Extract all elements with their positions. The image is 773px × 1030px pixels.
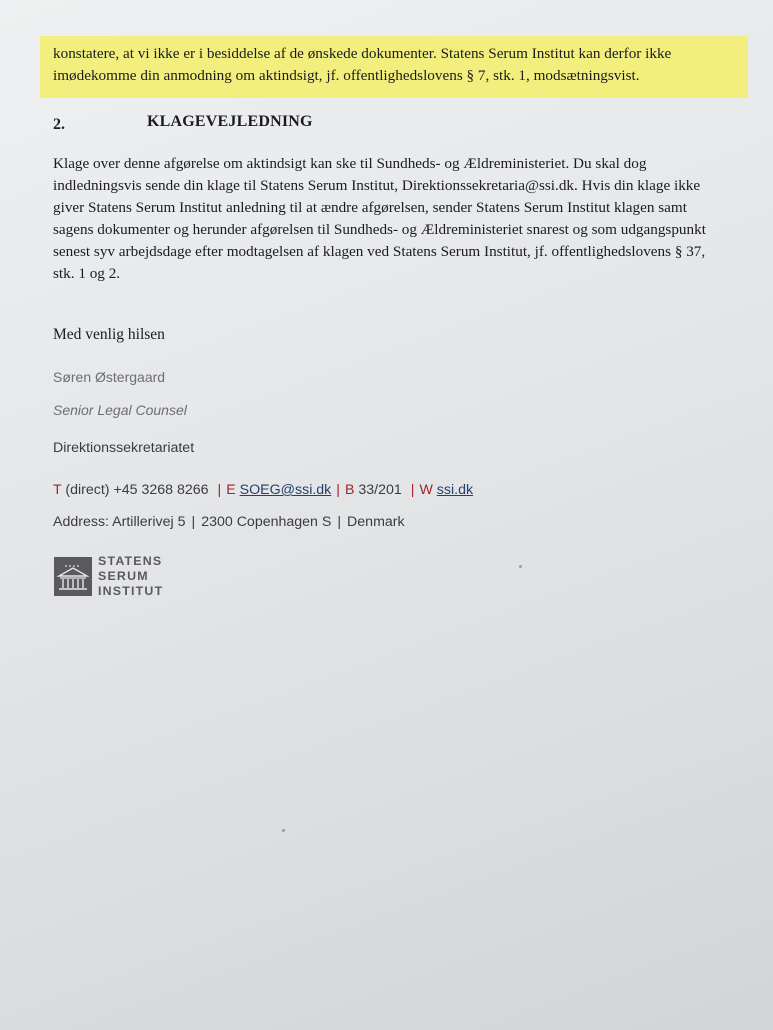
paper-speck [519, 565, 522, 568]
signature-title: Senior Legal Counsel [53, 402, 187, 418]
section-title: KLAGEVEJLEDNING [147, 113, 313, 130]
building-label: B [344, 482, 355, 498]
logo-text-line: STATENS [98, 554, 163, 568]
body-line-1: Klage over denne afgørelse om aktindsigt kan ske til Sundheds- og Ældreministeriet. Du skal dog [53, 155, 647, 172]
address-label: Address: [53, 514, 109, 530]
paper-speck [282, 829, 285, 832]
address-city: 2300 Copenhagen S [201, 514, 332, 530]
separator: | [191, 514, 196, 530]
body-line-2: indledningsvis sende din klage til Statens Serum Institut, Direktionssekretaria@ssi.dk. Hvis din klage ikke [53, 177, 701, 194]
separator: | [337, 514, 342, 530]
address-country: Denmark [347, 514, 405, 530]
section-number: 2. [53, 116, 65, 133]
address-line [53, 514, 405, 530]
website-link[interactable]: ssi.dk [436, 482, 474, 498]
phone-label: T [53, 482, 62, 498]
highlight-line-2: imødekomme din anmodning om aktindsigt, jf. offentlighedslovens § 7, stk. 1, modsætningsvist. [53, 67, 640, 84]
logo-text-line: INSTITUT [98, 584, 164, 598]
body-line-4: sagens dokumenter og herunder afgørelsen til Sundheds- og Ældreministeriet snarest og som udgangspunkt [53, 221, 706, 238]
separator: | [217, 482, 222, 498]
email-link[interactable]: SOEG@ssi.dk [239, 482, 332, 498]
website-label: W [419, 482, 433, 498]
body-line-3: giver Statens Serum Institut anledning til at ændre afgørelsen, sender Statens Serum Institut klagen samt [53, 199, 687, 216]
logo-text-line: SERUM [98, 569, 149, 583]
contact-line [53, 482, 473, 498]
body-line-5: senest syv arbejdsdage efter modtagelsen af klagen ved Statens Serum Institut, jf. offentlighedslovens § 37, [53, 243, 706, 260]
highlight-line-1: konstatere, at vi ikke er i besiddelse af de ønskede dokumenter. Statens Serum Institut kan derfor ikke [53, 45, 672, 62]
address-street: Artillerivej 5 [112, 514, 186, 530]
building-room: 33/201 [358, 482, 402, 498]
phone-number: (direct) +45 3268 8266 [65, 482, 209, 498]
body-line-6: stk. 1 og 2. [53, 265, 121, 282]
institute-building-icon [54, 557, 92, 596]
separator: | [410, 482, 415, 498]
signature-name: Søren Østergaard [53, 369, 166, 385]
email-label: E [226, 482, 236, 498]
separator: | [336, 482, 340, 498]
closing-greeting: Med venlig hilsen [53, 326, 165, 343]
signature-department: Direktionssekretariatet [53, 440, 195, 456]
